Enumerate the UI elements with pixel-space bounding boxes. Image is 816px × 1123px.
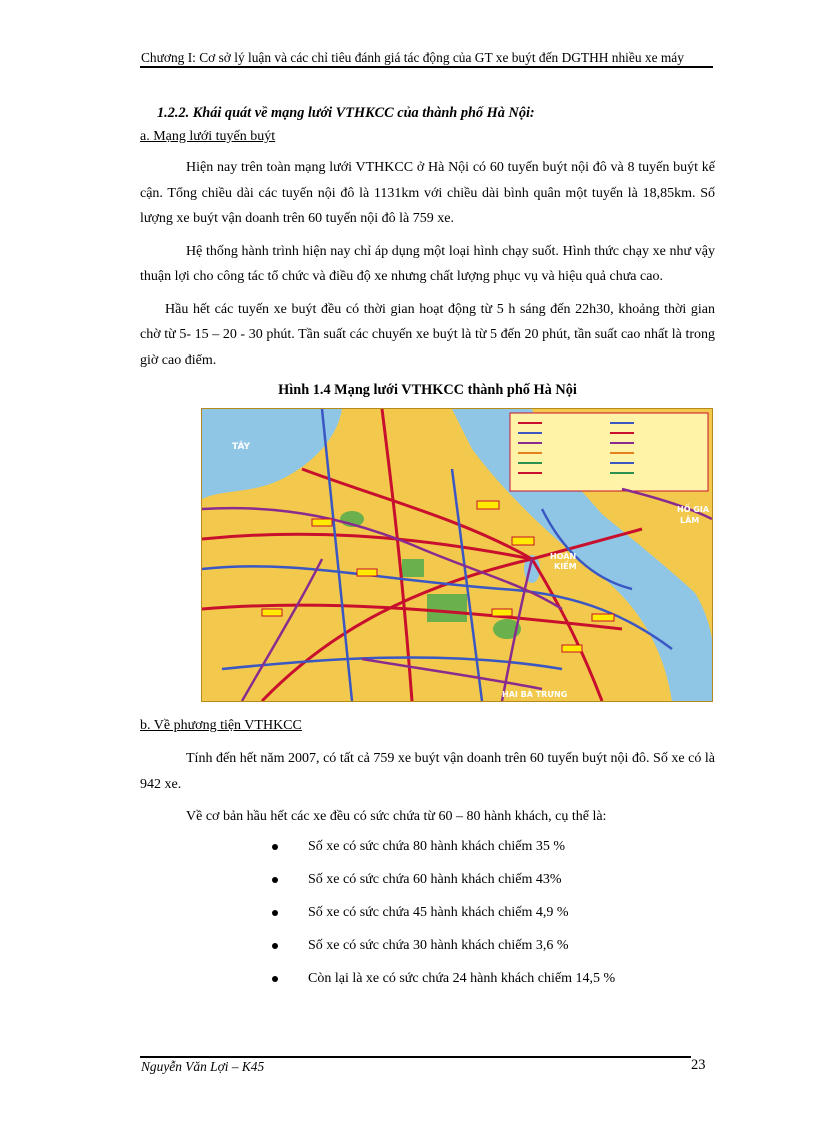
- park-1: [427, 594, 467, 622]
- footer-author: Nguyễn Văn Lợi – K45: [141, 1059, 265, 1074]
- section-title: 1.2.2. Khái quát về mạng lưới VTHKCC của thành phố Hà Nội:: [157, 105, 535, 121]
- bullet-icon: [272, 844, 278, 850]
- park-2: [402, 559, 424, 577]
- paragraph-operation: Hệ thống hành trình hiện nay chỉ áp dụng một loại hình chạy suốt. Hình thức chạy xe như vậy thuận lợi cho công tác tổ chức và điều độ xe nhưng chất lượng phục vụ và hiệu quả chưa cao.: [140, 243, 715, 284]
- subheading-b: b. Về phương tiện VTHKCC: [140, 718, 302, 733]
- footer-rule: [140, 1056, 691, 1058]
- map-label-gia-lam-1: HỒ GIA: [677, 505, 710, 514]
- map-label-hoan-kiem-2: KIẾM: [554, 562, 577, 571]
- map-label-hoan-kiem-1: HOÀN: [550, 552, 577, 561]
- list-item: Số xe có sức chứa 60 hành khách chiếm 43%: [252, 870, 715, 890]
- hanoi-bus-network-map: [201, 408, 713, 702]
- bullet-icon: [272, 976, 278, 982]
- map-label-tay-ho: TÂY: [232, 442, 251, 452]
- running-header: Chương I: Cơ sở lý luận và các chỉ tiêu đánh giá tác động của GT xe buýt đến DGTHH nhiều xe máy: [141, 50, 684, 65]
- capacity-list: [140, 837, 715, 989]
- list-item: Số xe có sức chứa 30 hành khách chiếm 3,6 %: [252, 936, 715, 956]
- paragraph-frequency: Hầu hết các tuyến xe buýt đều có thời gian hoạt động từ 5 h sáng đến 22h30, khoảng thời gian chờ từ 5- 15 – 20 - 30 phút. Tần suất các chuyến xe buýt là từ 5 đến 20 phút, tần suất cao nhất là trong giờ cao điểm.: [140, 301, 715, 368]
- page-number: 23: [691, 1057, 706, 1073]
- list-item: Còn lại là xe có sức chứa 24 hành khách chiếm 14,5 %: [252, 969, 715, 989]
- map-label-hai-ba-trung: HAI BÀ TRƯNG: [502, 690, 568, 699]
- list-item: Số xe có sức chứa 45 hành khách chiếm 4,9 %: [252, 903, 715, 923]
- bullet-icon: [272, 910, 278, 916]
- bullet-icon: [272, 943, 278, 949]
- paragraph-capacity: Về cơ bản hầu hết các xe đều có sức chứa từ 60 – 80 hành khách, cụ thể là:: [186, 809, 607, 824]
- bullet-icon: [272, 877, 278, 883]
- map-label-gia-lam-2: LÂM: [680, 516, 700, 525]
- figure-caption: Hình 1.4 Mạng lưới VTHKCC thành phố Hà Nội: [278, 382, 577, 398]
- paragraph-fleet: Tính đến hết năm 2007, có tất cả 759 xe buýt vận doanh trên 60 tuyến buýt nội đô. Số xe có là 942 xe.: [140, 751, 715, 792]
- page-content: [140, 103, 715, 1002]
- map-graphic: [202, 409, 712, 701]
- subheading-a: a. Mạng lưới tuyến buýt: [140, 129, 276, 144]
- paragraph-routes: Hiện nay trên toàn mạng lưới VTHKCC ở Hà Nội có 60 tuyến buýt nội đô và 8 tuyến buýt kế cận. Tổng chiều dài các tuyến nội đô là 1131km với chiều dài bình quân một tuyến là 18,85km. Số lượng xe buýt vận doanh trên 60 tuyến nội đô là 759 xe.: [140, 160, 715, 226]
- header-rule: [140, 66, 713, 68]
- list-item: Số xe có sức chứa 80 hành khách chiếm 35 %: [252, 837, 715, 857]
